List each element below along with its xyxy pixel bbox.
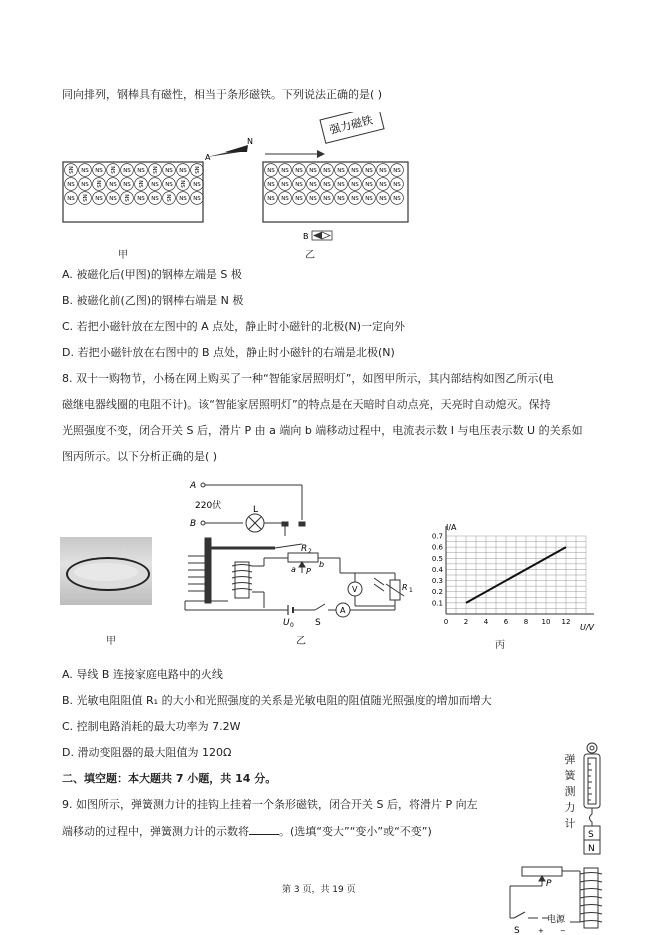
- q7-option-d: D. 若把小磁针放在右图中的 B 点处，静止时小磁针的右端是北极(N): [62, 346, 395, 359]
- q8-stem-line-2: 磁继电器线圈的电阻不计)。该“智能家居照明灯”的特点是在天暗时自动点亮，天亮时自动熄灭。保持: [62, 398, 551, 411]
- dipole-pole-label: NS: [193, 166, 199, 174]
- dipole-pole-label: NS: [337, 182, 345, 188]
- caption-bing-8: 丙: [495, 640, 505, 651]
- x-tick-label: 6: [503, 618, 509, 626]
- needle-n-label: N: [247, 137, 253, 146]
- switch-s-label-9: S: [514, 926, 520, 935]
- dipole-pole-label: NS: [323, 196, 331, 202]
- dipole-pole-label: NS: [295, 168, 303, 174]
- ceiling-lamp-photo: [60, 537, 152, 605]
- magnet-s-pole: S: [588, 830, 594, 840]
- q7-option-a: A. 被磁化后(甲图)的钢棒左端是 S 极: [62, 268, 242, 281]
- dipole-pole-label: NS: [393, 168, 401, 174]
- dipole-pole-label: NS: [123, 168, 131, 174]
- dipole-pole-label: NS: [393, 196, 401, 202]
- answer-blank[interactable]: [249, 824, 279, 835]
- dipole-pole-label: NS: [393, 182, 401, 188]
- dipole-pole-label: NS: [81, 182, 89, 188]
- y-tick-label: 0.6: [431, 543, 443, 552]
- lamp-label: L: [253, 505, 259, 515]
- q8-option-b: B. 光敏电阻阻值 R₁ 的大小和光照强度的关系是光敏电阻的阻值随光照强度的增加而增大: [62, 694, 492, 707]
- dipole-pole-label: NS: [365, 182, 373, 188]
- caption-yi-7: 乙: [305, 250, 315, 261]
- strong-magnet-label: 强力磁铁: [328, 113, 375, 137]
- x-tick-label: 12: [561, 618, 571, 626]
- y-tick-label: 0.1: [431, 599, 443, 608]
- caption-yi-8: 乙: [296, 636, 306, 647]
- dipole-pole-label: NS: [351, 196, 359, 202]
- caption-jia-7: 甲: [118, 250, 128, 261]
- spring-scale-label: 弹簧测力计: [564, 753, 576, 830]
- dipole-pole-label: NS: [193, 182, 201, 188]
- dipole-pole-label: NS: [295, 182, 303, 188]
- dipole-pole-label: NS: [295, 196, 303, 202]
- r1-subscript: 1: [409, 587, 413, 594]
- dipole-pole-label: NS: [109, 196, 117, 202]
- slider-p-label: P: [306, 567, 311, 576]
- q8-option-a: A. 导线 B 连接家庭电路中的火线: [62, 668, 223, 681]
- q8-option-c: C. 控制电路消耗的最大功率为 7.2W: [62, 720, 241, 733]
- dipole-pole-label: NS: [123, 194, 129, 202]
- end-b-label: b: [319, 560, 325, 569]
- voltmeter-symbol: V: [352, 585, 358, 594]
- dipole-pole-label: NS: [81, 168, 89, 174]
- point-b-label: B: [303, 232, 309, 241]
- question-stem-continuation: 同向排列，钢棒具有磁性，相当于条形磁铁。下列说法正确的是( ): [62, 88, 383, 101]
- dipole-pole-label: NS: [151, 196, 159, 202]
- electromagnet-core: [584, 868, 598, 928]
- r2-label: R: [301, 544, 308, 554]
- wire-a-label: A: [190, 481, 197, 491]
- dipole-pole-label: NS: [267, 168, 275, 174]
- magnet-n-pole: N: [588, 844, 595, 854]
- power-source-label: 电源: [547, 915, 566, 925]
- dipole-pole-label: NS: [151, 166, 157, 174]
- r1-label: R: [402, 583, 408, 592]
- dipole-pole-label: NS: [179, 168, 187, 174]
- dipole-pole-label: NS: [67, 196, 75, 202]
- relay-circuit-diagram: [180, 478, 425, 628]
- y-tick-label: 0.5: [431, 554, 443, 563]
- q9-stem-line-1: 9. 如图所示，弹簧测力计的挂钩上挂着一个条形磁铁，闭合开关 S 后，将滑片 P 向左: [62, 798, 478, 811]
- switch-s-label: S: [315, 618, 321, 628]
- dipole-pole-label: NS: [179, 196, 187, 202]
- dipole-pole-label: NS: [123, 182, 131, 188]
- dipole-pole-label: NS: [337, 196, 345, 202]
- dipole-pole-label: NS: [351, 168, 359, 174]
- x-tick-label: 2: [463, 618, 469, 626]
- q8-stem-line-4: 图丙所示。以下分析正确的是( ): [62, 450, 218, 463]
- x-tick-label: 8: [523, 618, 529, 626]
- voltage-label: 220伏: [195, 501, 222, 511]
- q8-option-d: D. 滑动变阻器的最大阻值为 120Ω: [62, 746, 232, 759]
- u0-label: U: [283, 618, 290, 628]
- q9-stem-text-b: 。(选填“变大”“变小”或“不变”): [279, 825, 432, 838]
- slider-rheostat: [522, 867, 562, 876]
- y-tick-label: 0.3: [431, 577, 443, 586]
- dipole-pole-label: NS: [379, 182, 387, 188]
- end-a-label: a: [291, 565, 296, 574]
- dipole-pole-label: NS: [165, 194, 171, 202]
- dipole-pole-label: NS: [309, 182, 317, 188]
- dipole-pole-label: NS: [309, 196, 317, 202]
- y-tick-label: 0.2: [431, 588, 443, 597]
- dipole-pole-label: NS: [179, 180, 185, 188]
- dipole-pole-label: NS: [67, 166, 73, 174]
- q9-stem-line-2: [62, 824, 432, 839]
- electromagnet-circuit: [498, 862, 608, 935]
- dipole-pole-label: NS: [365, 196, 373, 202]
- dipole-pole-label: NS: [193, 196, 201, 202]
- y-axis-label: I/A: [446, 523, 457, 532]
- dipole-pole-label: NS: [67, 182, 75, 188]
- dipole-pole-label: NS: [109, 182, 117, 188]
- dipole-pole-label: NS: [323, 168, 331, 174]
- dipole-pole-label: NS: [137, 196, 145, 202]
- dipole-pole-label: NS: [309, 168, 317, 174]
- ammeter-symbol: A: [340, 606, 346, 615]
- y-tick-label: 0.4: [431, 565, 443, 574]
- plus-terminal: +: [538, 927, 544, 935]
- q9-stem-text-a: 端移动的过程中，弹簧测力计的示数将: [62, 825, 249, 838]
- q8-stem-line-1: 8. 双十一购物节，小杨在网上购买了一种“智能家居照明灯”，如图甲所示，其内部结构如图乙所示(电: [62, 372, 554, 385]
- dipole-pole-label: NS: [81, 194, 87, 202]
- q7-option-c: C. 若把小磁针放在左图中的 A 点处，静止时小磁针的北极(N)一定向外: [62, 320, 406, 333]
- rheostat-r2: [288, 553, 318, 562]
- dipole-pole-label: NS: [267, 196, 275, 202]
- r2-subscript: 2: [308, 548, 312, 555]
- current-voltage-chart: [420, 522, 610, 632]
- dipole-pole-label: NS: [95, 180, 101, 188]
- strong-magnet: [320, 112, 384, 143]
- dipole-pole-label: NS: [281, 182, 289, 188]
- magnetized-steel-bar-figure: [55, 112, 425, 262]
- dipole-pole-label: NS: [95, 196, 103, 202]
- point-a-label: A: [205, 153, 211, 162]
- x-tick-label: 0: [443, 618, 449, 626]
- x-tick-label: 10: [541, 618, 551, 626]
- dipole-pole-label: NS: [281, 196, 289, 202]
- dipole-pole-label: NS: [95, 168, 103, 174]
- dipole-pole-label: NS: [267, 182, 275, 188]
- dipole-pole-label: NS: [379, 168, 387, 174]
- dipole-pole-label: NS: [337, 168, 345, 174]
- dipole-pole-label: NS: [109, 166, 115, 174]
- dipole-pole-label: NS: [281, 168, 289, 174]
- dipole-pole-label: NS: [137, 180, 143, 188]
- dipole-pole-label: NS: [323, 182, 331, 188]
- section-heading-fill-in: 二、填空题：本大题共 7 小题，共 14 分。: [62, 772, 277, 785]
- dipole-pole-label: NS: [137, 168, 145, 174]
- dipole-pole-label: NS: [379, 196, 387, 202]
- q8-stem-line-3: 光照强度不变，闭合开关 S 后，滑片 P 由 a 端向 b 端移动过程中，电流表示数 I 与电压表示数 U 的关系如: [62, 424, 583, 437]
- spring-scale: [578, 740, 608, 855]
- dipole-pole-label: NS: [351, 182, 359, 188]
- y-tick-label: 0.7: [431, 532, 443, 541]
- minus-terminal: −: [560, 927, 566, 935]
- wire-b-label: B: [190, 519, 197, 529]
- slider-p-label-9: P: [546, 879, 552, 889]
- x-tick-label: 4: [483, 618, 489, 626]
- dipole-pole-label: NS: [165, 168, 173, 174]
- caption-jia-8: 甲: [106, 636, 116, 647]
- dipole-pole-label: NS: [151, 182, 159, 188]
- dipole-pole-label: NS: [165, 182, 173, 188]
- u0-subscript: 0: [290, 622, 294, 628]
- dipole-pole-label: NS: [365, 168, 373, 174]
- page-footer: 第 3 页，共 19 页: [282, 885, 356, 895]
- q7-option-b: B. 被磁化前(乙图)的钢棒右端是 N 极: [62, 294, 244, 307]
- x-axis-label: U/V: [580, 623, 595, 632]
